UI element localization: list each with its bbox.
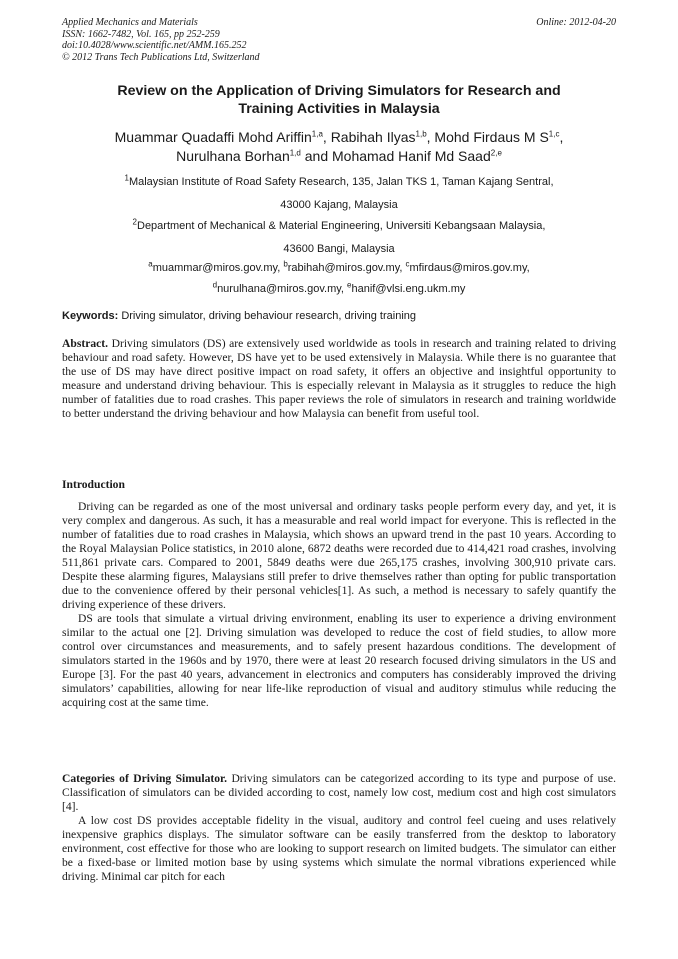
author-name: Mohd Firdaus M S: [434, 129, 549, 145]
affiliation-text: Department of Mechanical & Material Engineering, Universiti Kebangsaan Malaysia,: [137, 220, 546, 232]
email-list: [62, 261, 616, 296]
affiliation-marker: 2: [132, 217, 137, 227]
journal-header: [62, 17, 616, 63]
title-line-1: Review on the Application of Driving Simulators for Research and: [117, 83, 561, 99]
author-name: Muammar Quadaffi Mohd Ariffin: [114, 129, 312, 145]
affiliation-2-line-2: 43600 Bangi, Malaysia: [283, 243, 395, 255]
author-affiliation-marker: 1,b: [415, 129, 427, 139]
categories-text: Driving simulators can be categorized according to its type and purpose of use. Classification of simulators can be divided according to cost, namely low cost, medium cost and high cost simulators [4].: [62, 772, 616, 813]
title-line-2: Training Activities in Malaysia: [238, 101, 440, 117]
author-affiliation-marker: 2,e: [490, 148, 502, 158]
email-marker: b: [283, 259, 288, 269]
email-marker: a: [148, 259, 153, 269]
email-address: nurulhana@miros.gov.my,: [217, 283, 344, 295]
author-line-2: [62, 147, 616, 166]
keywords: [62, 309, 616, 323]
journal-name: Applied Mechanics and Materials: [62, 17, 198, 28]
doi-line: doi:10.4028/www.scientific.net/AMM.165.252: [62, 40, 247, 51]
copyright-line: © 2012 Trans Tech Publications Ltd, Switzerland: [62, 51, 260, 63]
author-affiliation-marker: 1,c: [548, 129, 560, 139]
affiliation-1-line-1: [62, 175, 616, 189]
author-affiliation-marker: 1,a: [311, 129, 323, 139]
email-line-1: [62, 261, 616, 275]
categories-paragraph-1: [62, 772, 616, 814]
keywords-label: Keywords:: [62, 310, 119, 322]
online-date: Online: 2012-04-20: [536, 17, 616, 28]
email-address: hanif@vlsi.eng.ukm.my: [351, 283, 466, 295]
section-heading-introduction: Introduction: [62, 478, 125, 491]
email-marker: c: [405, 259, 410, 269]
affiliation-text: Malaysian Institute of Road Safety Research, 135, Jalan TKS 1, Taman Kajang Sentral,: [128, 176, 554, 188]
categories-heading: Categories of Driving Simulator.: [62, 772, 228, 785]
email-address: muammar@miros.gov.my,: [152, 262, 281, 274]
email-address: mfirdaus@miros.gov.my,: [409, 262, 530, 274]
email-marker: e: [347, 280, 352, 290]
author-name: Mohamad Hanif Md Saad: [332, 148, 491, 164]
introduction-body: [62, 500, 616, 710]
keywords-text: Driving simulator, driving behaviour research, driving training: [121, 310, 417, 322]
categories-section: [62, 772, 616, 884]
author-affiliation-marker: 1,d: [289, 148, 301, 158]
affiliation-2: [62, 219, 616, 256]
email-marker: d: [212, 280, 218, 290]
author-conjunction: and: [304, 148, 329, 164]
introduction-paragraph-2: DS are tools that simulate a virtual driving environment, enabling its user to experience a driving environment similar to the actual one [2]. Driving simulation was developed to reduce the cost of field studies, to allow more control over circumstances and measurements, and to safely present hazardous conditions. The development of simulators started in the 1960s and by 1970, there were at least 20 research focused driving simulators in the US and Europe [3]. For the past 40 years, advancement in electronics and computers has considerably improved the driving simulators’ capabilities, allowing for near life-like reproduction of visual and auditory stimulus while reducing the acquiring cost at the same time.: [62, 612, 616, 709]
author-name: Nurulhana Borhan: [176, 148, 290, 164]
abstract: [62, 337, 616, 421]
author-name: Rabihah Ilyas: [330, 129, 416, 145]
author-line-1: Muammar Quadaffi Mohd Ariffin$^{1,a}$, Rabihah Ilyas$^{1,b}$, Mohd Firdaus M S$^{1,c}$,: [114, 129, 564, 145]
paper-title: [62, 82, 616, 118]
abstract-paragraph: [62, 337, 616, 421]
affiliation-2-line-1: [62, 219, 616, 233]
email-address: rabihah@miros.gov.my,: [287, 262, 403, 274]
affiliation-1: [62, 175, 616, 212]
abstract-text: Driving simulators (DS) are extensively used worldwide as tools in research and training related to driving behaviour and road safety. However, DS have yet to be used extensively in Malaysia. While there is no guarantee that the use of DS may have direct positive impact on road safety, it offers an objective and insightful opportunity to measure and understand driving behaviour. This is especially relevant in Malaysia as it struggles to reduce the high number of fatalities due to road crashes. This paper reviews the role of simulators in research and training worldwide to better understand the driving behaviour and how Malaysia can benefit from useful tool.: [62, 337, 616, 420]
abstract-label: Abstract.: [62, 337, 109, 350]
issn-line: ISSN: 1662-7482, Vol. 165, pp 252-259: [62, 28, 220, 40]
affiliation-marker: 1: [124, 173, 129, 183]
author-list: [62, 128, 616, 166]
email-line-2: [62, 282, 616, 296]
categories-paragraph-2: A low cost DS provides acceptable fidelity in the visual, auditory and control feel cueing and uses relatively inexpensive graphics displays. The simulator software can be easily transferred from the desktop to laboratory environment, cost effective for those who are looking to support research on limited budgets. The simulator can either be a fixed-base or limited motion base by using systems which simulate the normal vibrations experienced while driving. Minimal car pitch for each: [62, 814, 616, 883]
introduction-paragraph-1: Driving can be regarded as one of the most universal and ordinary tasks people perform every day, and yet, it is very complex and dangerous. As such, it has a measurable and real world impact for everyone. This is reflected in the number of fatalities due to road crashes in Malaysia, which shows an upward trend in the past 10 years. According to the Royal Malaysian Police statistics, in 2010 alone, 6872 deaths were recorded due to 414,421 road crashes, involving 511,861 private cars. Compared to 2001, 5849 deaths were due 265,175 crashes, involving 300,910 private cars. Despite these alarming figures, Malaysians still prefer to drive themselves rather than opting for public transportation due to the convenience offered by their personal vehicles[1]. As such, a method is necessary to safely quantify the driving experience of these drivers.: [62, 500, 616, 611]
affiliation-1-line-2: 43000 Kajang, Malaysia: [280, 199, 398, 211]
